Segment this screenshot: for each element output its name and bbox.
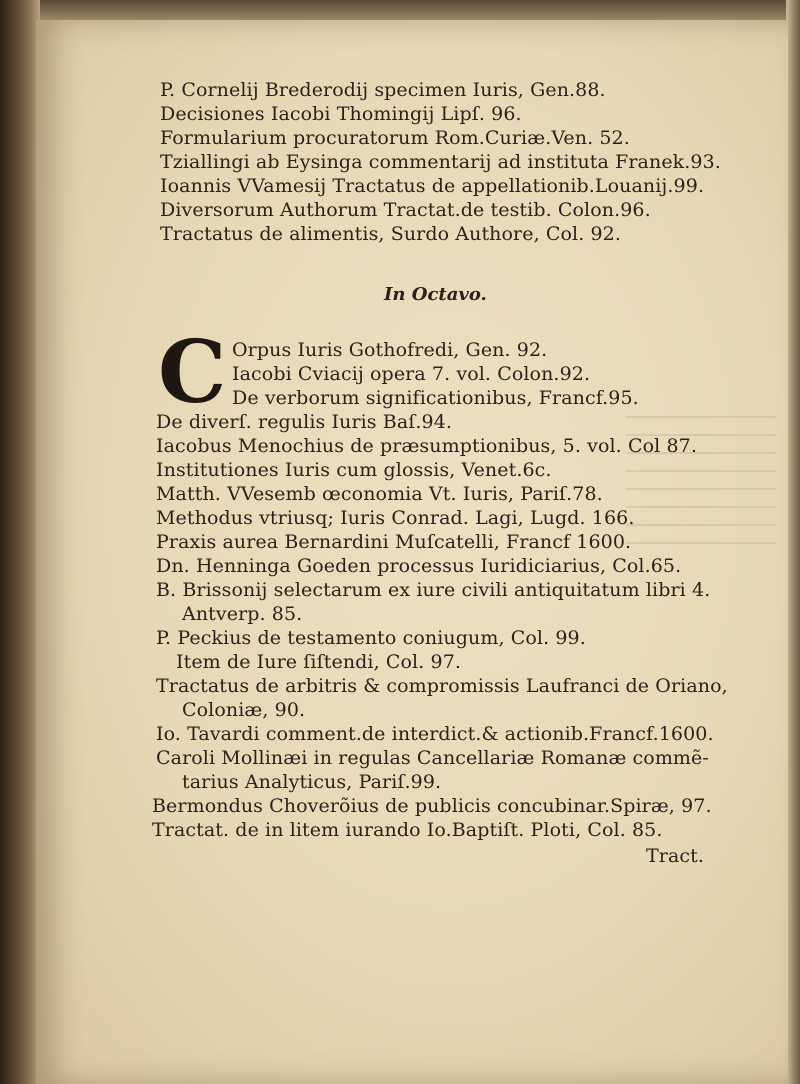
entry-line: Io. Tavardi comment.de interdict.& actionib.Francf.1600. <box>156 723 714 745</box>
entry-line: Dn. Henninga Goeden processus Iuridiciarius, Col.65. <box>156 555 682 577</box>
entry-line: Ioannis VVamesij Tractatus de appellationib.Louanij.99. <box>160 175 705 197</box>
entry-line: Tractat. de in litem iurando Io.Baptiſt. Ploti, Col. 85. <box>152 819 663 841</box>
entry-line: Iacobi Cviacij opera 7. vol. Colon.92. <box>232 363 591 385</box>
entry-line: Coloniæ, 90. <box>182 699 306 721</box>
catchword: Tract. <box>646 845 704 867</box>
page-text <box>36 20 788 1084</box>
entry-line: Formularium procuratorum Rom.Curiæ.Ven. 52. <box>160 127 630 149</box>
book-page <box>36 20 788 1084</box>
entry-line: Institutiones Iuris cum glossis, Venet.6c. <box>156 459 552 481</box>
page-right-edge <box>786 0 800 1084</box>
entry-line: B. Brissonij selectarum ex iure civili antiquitatum libri 4. <box>156 579 711 601</box>
entry-line: Tziallingi ab Eysinga commentarij ad instituta Franek.93. <box>160 151 721 173</box>
entry-line: Decisiones Iacobi Thomingij Lipſ. 96. <box>160 103 522 125</box>
entry-line: tarius Analyticus, Pariſ.99. <box>182 771 442 793</box>
entry-line: Caroli Mollinæi in regulas Cancellariæ Romanæ commẽ- <box>156 747 709 769</box>
entry-line: Diversorum Authorum Tractat.de testib. Colon.96. <box>160 199 651 221</box>
entry-line: Praxis aurea Bernardini Muſcatelli, Francf 1600. <box>156 531 632 553</box>
entry-line: Item de Iure ſiſtendi, Col. 97. <box>176 651 462 673</box>
entry-line: P. Peckius de testamento coniugum, Col. 99. <box>156 627 586 649</box>
book-binding <box>0 0 40 1084</box>
entry-line: Tractatus de arbitris & compromissis Laufranci de Oriano, <box>156 675 728 697</box>
drop-cap: C <box>158 322 227 423</box>
entry-line: De verborum significationibus, Francf.95. <box>232 387 639 409</box>
entry-line: Tractatus de alimentis, Surdo Authore, Col. 92. <box>160 223 622 245</box>
entry-line: P. Cornelij Brederodij specimen Iuris, Gen.88. <box>160 79 606 101</box>
entry-line: Matth. VVesemb œconomia Vt. Iuris, Pariſ.78. <box>156 483 603 505</box>
entry-line: Iacobus Menochius de præsumptionibus, 5. vol. Col 87. <box>156 435 697 457</box>
entry-line: De diverſ. regulis Iuris Baſ.94. <box>156 411 453 433</box>
entry-line: Methodus vtriusq; Iuris Conrad. Lagi, Lugd. 166. <box>156 507 635 529</box>
section-heading: In Octavo. <box>384 284 487 305</box>
entry-line: Bermondus Choverõius de publicis concubinar.Spiræ, 97. <box>152 795 712 817</box>
entry-line: Orpus Iuris Gothofredi, Gen. 92. <box>232 339 548 361</box>
entry-line: Antverp. 85. <box>182 603 303 625</box>
